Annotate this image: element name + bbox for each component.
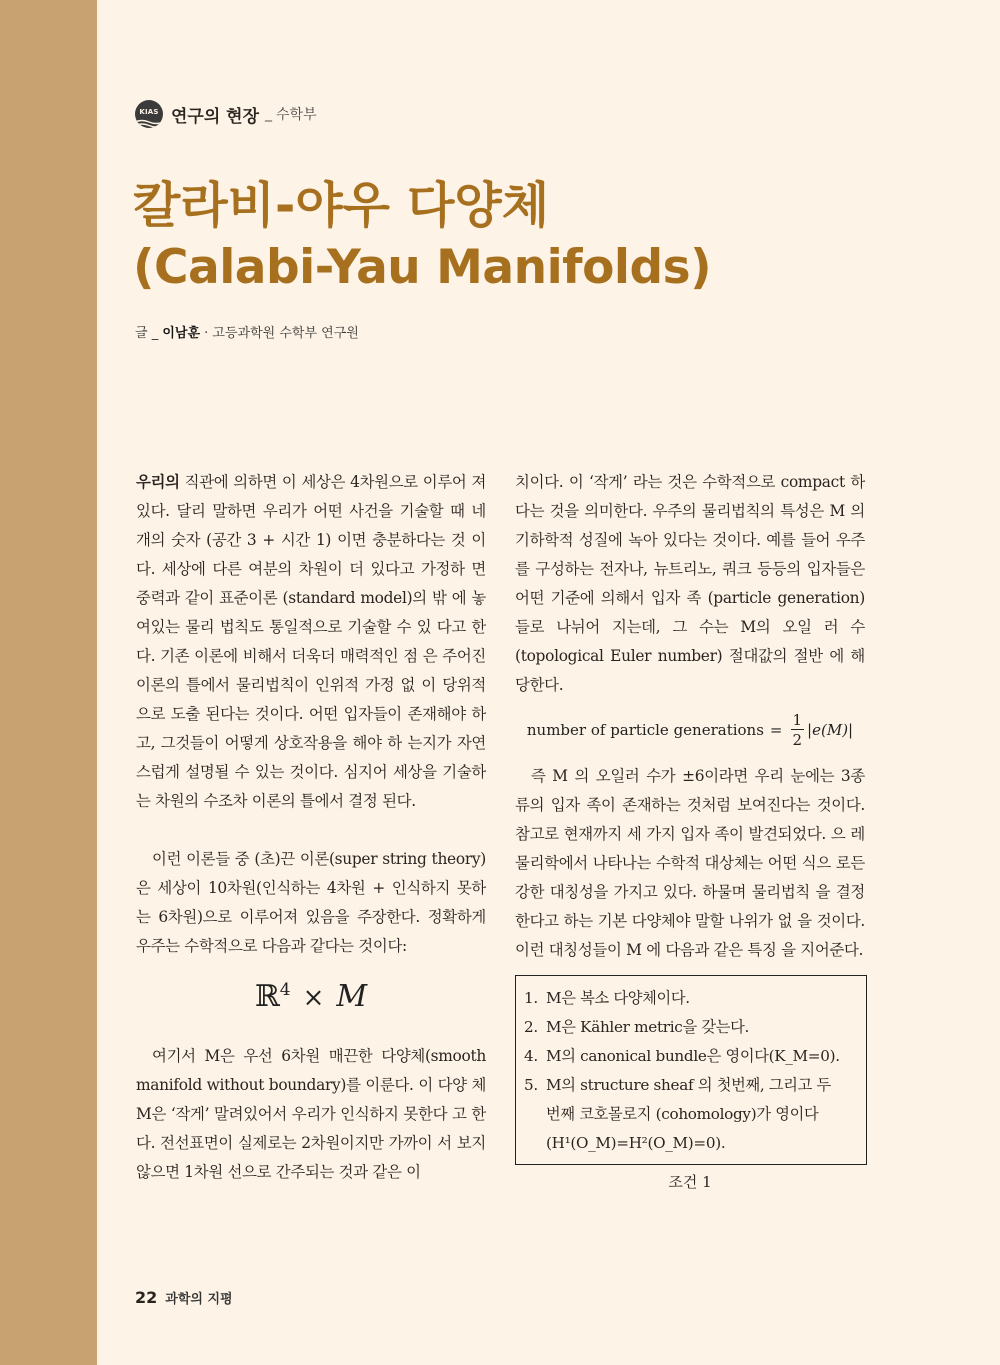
text-line: 우주는 수학적으로 다음과 같다는 것이다:: [136, 937, 407, 955]
condition-line: M의 structure sheaf 의 첫번째, 그리고 두: [546, 1076, 831, 1094]
conditions-box: [515, 975, 867, 1165]
text-line: 입자들은 어떤 기준에 의해서 입자 족 (particle: [515, 560, 866, 607]
text-line: 에 놓여있는 물리 법칙도 통일적으로 기술할 수 있: [136, 589, 486, 636]
text-line: 세상을 기술하는 차원의 수조차 이론의 틀에서 결정: [136, 763, 486, 810]
logo-text: KIAS: [139, 108, 159, 116]
condition-line: (H¹(O_M)=H²(O_M)=0).: [546, 1134, 726, 1152]
formula-particle-generations: [515, 706, 865, 754]
formula-exponent: 4: [279, 980, 291, 1000]
text-line: generation)들로 나뉘어 지는데, 그 수는 M의 오일: [515, 589, 865, 636]
text-line: 류의 입자 족이 존재하는 것처럼 보여진다는 것이다.: [515, 796, 865, 814]
condition-item: [524, 984, 858, 1013]
formula-real-symbol: ℝ: [254, 979, 280, 1014]
formula-spacetime: [136, 979, 486, 1014]
condition-item: [524, 1042, 858, 1071]
text-line: 된다.: [382, 792, 416, 810]
byline-author: 이남훈: [162, 326, 201, 341]
text-line: 즉 M 의 오일러 수가 ±6이라면 우리 눈에는 3종: [531, 767, 865, 785]
condition-number: 5.: [524, 1076, 538, 1094]
text-line: 레 물리학에서 나타나는 수학적 대상체는 어떤 식으: [515, 825, 865, 872]
decorative-side-bar: [0, 0, 97, 1365]
article-title-english: (Calabi-Yau Manifolds): [133, 240, 712, 295]
left-paragraph-2: [136, 845, 486, 961]
byline-affiliation: · 고등과학원 수학부 연구원: [204, 326, 359, 341]
formula-equals: =: [769, 721, 783, 739]
condition-number: 2.: [524, 1018, 538, 1036]
text-line: 을 지어준다.: [781, 941, 864, 959]
paragraph-lead: 우리의: [136, 473, 180, 491]
text-line: 고 한다. 전선표면이 실제로는 2차원이지만 가까이: [136, 1105, 486, 1152]
condition-text: M의 canonical bundle은 영이다(K_M=0).: [546, 1047, 840, 1065]
text-line: 을 결정한다고 하는 기본 다양체야 말할 나위가 없: [515, 883, 865, 930]
condition-item: [524, 1013, 858, 1042]
condition-text: M은 복소 다양체이다.: [546, 989, 690, 1007]
text-line: 은 세상이 10차원(인식하는 4차원 + 인식하지 못하: [136, 879, 486, 897]
conditions-caption: 조건 1: [668, 1173, 712, 1191]
text-line: 에 해당한다.: [515, 647, 865, 694]
text-line: 는지가 자연스럽게 설명될 수 있는 것이다. 심지어: [136, 734, 486, 781]
text-line: 면 중력과 같이 표준이론 (standard model)의 밖: [136, 560, 486, 607]
right-paragraph-2: [515, 762, 865, 965]
left-paragraph-1: [136, 468, 486, 816]
formula-rhs: |e(M)|: [807, 721, 854, 739]
text-line: 은 주어진 이론의 틀에서 물리법칙이 인위적 가정 없: [136, 647, 486, 694]
wave-icon: [135, 118, 163, 128]
text-line: 참고로 현재까지 세 가지 입자 족이 발견되었다. 으: [515, 825, 846, 843]
condition-number: 1.: [524, 989, 538, 1007]
text-line: manifold without boundary)를 이룬다. 이 다양: [136, 1076, 467, 1094]
byline: [135, 322, 359, 341]
fraction-denominator: 2: [792, 730, 803, 749]
text-line: 치이다. 이 ‘작게’ 라는 것은 수학적으로 compact: [515, 473, 845, 491]
text-line: 의 기하학적 성질에 녹아 있다는 것이다. 예를 들어: [515, 502, 865, 549]
text-line: 여기서 M은 우선 6차원 매끈한 다양체(smooth: [152, 1047, 486, 1065]
condition-text: M은 Kähler metric을 갖는다.: [546, 1018, 750, 1036]
condition-item: [524, 1071, 858, 1158]
page: [97, 0, 1000, 1365]
right-paragraph-1: [515, 468, 865, 700]
condition-number: 4.: [524, 1047, 538, 1065]
formula-manifold: M: [336, 979, 368, 1014]
page-footer: [135, 1288, 233, 1307]
text-line: 하다는 것을 의미한다. 우주의 물리법칙의 특성은 M: [515, 473, 865, 520]
text-line: 존재해야 하고, 그것들이 어떻게 상호작용을 해야 하: [136, 705, 486, 752]
fraction-numerator: 1: [792, 710, 803, 729]
text-line: 이 당위적으로 도출 된다는 것이다. 어떤 입자들이: [136, 676, 486, 723]
magazine-name: 과학의 지평: [165, 1292, 233, 1307]
text-line: 는 6차원)으로 이루어져 있음을 주장한다. 정확하게: [136, 908, 486, 926]
left-column: [136, 468, 486, 1187]
text-line: 우주를 구성하는 전자나, 뉴트리노, 쿼크 등등의: [515, 531, 865, 578]
text-line: 다고 한다. 기존 이론에 비해서 더욱더 매력적인 점: [136, 618, 486, 665]
kias-logo-icon: [135, 100, 163, 128]
section-header: [135, 96, 317, 132]
text-line: 네 개의 숫자 (공간 3 + 시간 1) 이면 충분하다는 것: [136, 502, 486, 549]
formula-lhs: number of particle generations: [526, 721, 764, 739]
text-line: 이런 이론들 중 (초)끈 이론(super string theory): [152, 850, 486, 868]
section-department: 수학부: [276, 107, 317, 123]
section-title: 연구의 현장: [171, 106, 260, 127]
text-line: 이다. 세상에 다른 여분의 차원이 더 있다고 가정하: [136, 531, 486, 578]
text-line: 로든 강한 대칭성을 가지고 있다. 하물며 물리법칙: [515, 854, 865, 901]
formula-times: ×: [302, 983, 325, 1013]
text-line: 서 보지 않으면 1차원 선으로 간주되는 것과 같은 이: [136, 1134, 486, 1181]
right-column: [515, 468, 865, 1192]
article-title-korean: 칼라비-야우 다양체: [133, 177, 550, 234]
text-line: 져 있다. 달리 말하면 우리가 어떤 사건을 기술할 때: [136, 473, 487, 520]
section-separator: _: [265, 106, 273, 122]
page-number: 22: [135, 1288, 158, 1307]
text-line: 을 것이다. 이런 대칭성들이 M 에 다음과 같은 특징: [515, 912, 865, 959]
condition-line: 번째 코호몰로지 (cohomology)가 영이다: [546, 1105, 819, 1123]
text-line: 직관에 의하면 이 세상은 4차원으로 이루어: [184, 473, 467, 491]
formula-fraction: [791, 711, 805, 750]
text-line: 러 수(topological Euler number) 절대값의 절반: [515, 618, 865, 665]
condition-text: [546, 1071, 831, 1158]
byline-prefix: 글 _: [135, 326, 159, 341]
left-paragraph-3: [136, 1042, 486, 1187]
text-line: 체 M은 ‘작게’ 말려있어서 우리가 인식하지 못한다: [136, 1076, 487, 1123]
